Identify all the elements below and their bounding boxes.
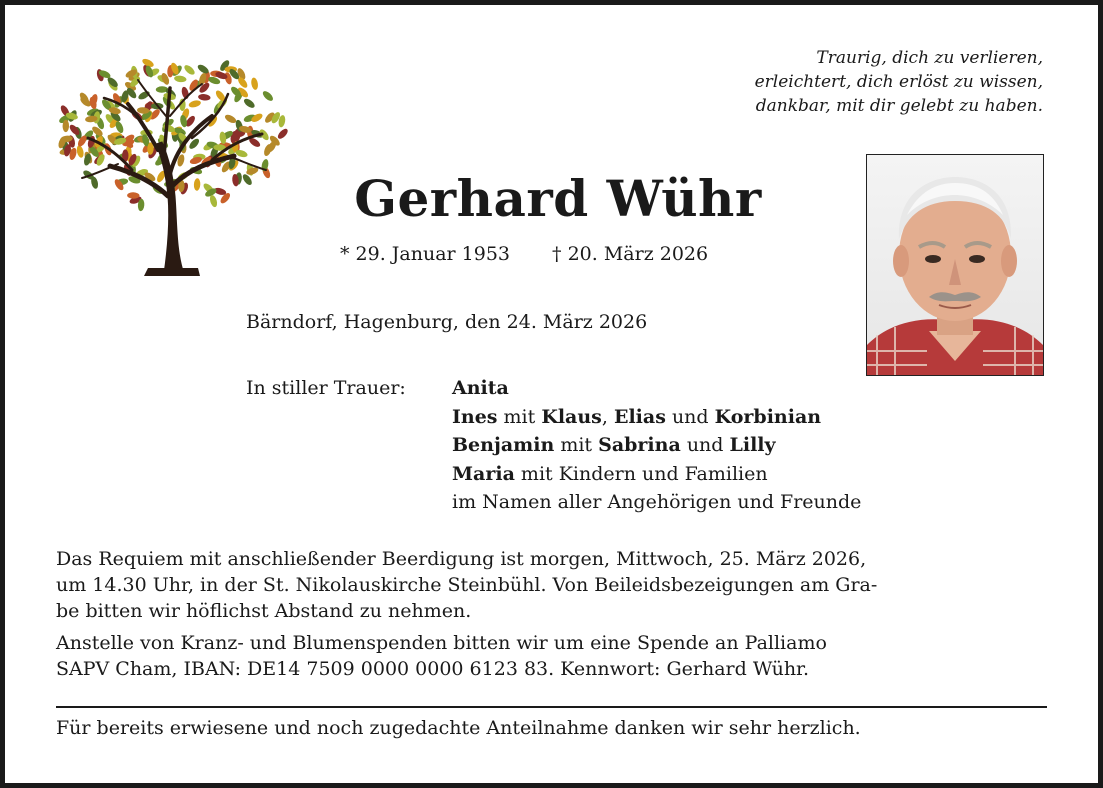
requiem-paragraph bbox=[56, 546, 1047, 624]
requiem-line: Das Requiem mit anschließender Beerdigung ist morgen, Mittwoch, 25. März 2026, bbox=[56, 548, 867, 570]
mourners-label: In stiller Trauer: bbox=[246, 377, 406, 399]
portrait-photo bbox=[866, 154, 1044, 376]
mourner-text: , bbox=[601, 405, 614, 428]
divider-line bbox=[56, 706, 1047, 708]
mourner-line bbox=[452, 460, 861, 489]
mourner-name: Klaus bbox=[541, 405, 602, 428]
death-date: † 20. März 2026 bbox=[552, 243, 709, 265]
mourner-text: mit bbox=[554, 434, 599, 456]
mourner-text: mit Kindern und Familien bbox=[514, 462, 768, 485]
donation-line: SAPV Cham, IBAN: DE14 7509 0000 0000 6123 83. Kennwort: Gerhard Wühr. bbox=[56, 658, 810, 680]
mourner-line bbox=[452, 431, 861, 460]
mourner-name: Lilly bbox=[729, 434, 776, 456]
notice-text bbox=[56, 546, 1047, 688]
mourner-text: im Namen aller Angehörigen und Freunde bbox=[452, 491, 862, 513]
mourner-line bbox=[452, 403, 861, 432]
mourner-name: Anita bbox=[452, 377, 509, 399]
life-dates bbox=[340, 240, 708, 268]
quote-line: erleichtert, dich erlöst zu wissen, bbox=[754, 72, 1043, 92]
mourner-name: Korbinian bbox=[714, 405, 822, 428]
mourner-text: und bbox=[665, 405, 715, 428]
mourner-name: Elias bbox=[613, 405, 666, 428]
quote-line: Traurig, dich zu verlieren, bbox=[816, 48, 1043, 68]
mourner-text: und bbox=[680, 434, 730, 456]
memorial-quote bbox=[560, 46, 1043, 118]
mourner-name: Benjamin bbox=[452, 434, 555, 456]
quote-line: dankbar, mit dir gelebt zu haben. bbox=[755, 96, 1043, 116]
mourner-name: Ines bbox=[452, 405, 498, 428]
birth-date: * 29. Januar 1953 bbox=[340, 243, 511, 265]
mourner-name: Sabrina bbox=[598, 434, 681, 456]
place-and-date: Bärndorf, Hagenburg, den 24. März 2026 bbox=[246, 311, 648, 333]
deceased-name: Gerhard Wühr bbox=[354, 169, 762, 228]
tree-icon bbox=[52, 46, 292, 278]
donation-line: Anstelle von Kranz- und Blumenspenden bitten wir um eine Spende an Palliamo bbox=[56, 632, 827, 654]
thanks-text: Für bereits erwiesene und noch zugedachte Anteilnahme danken wir sehr herzlich. bbox=[56, 717, 861, 739]
mourners-list bbox=[452, 374, 861, 517]
mourner-line bbox=[452, 374, 861, 403]
mourner-name: Maria bbox=[452, 462, 515, 485]
requiem-line: um 14.30 Uhr, in der St. Nikolauskirche Steinbühl. Von Beileidsbezeigungen am Gra- bbox=[56, 574, 878, 596]
mourner-text: mit bbox=[497, 405, 542, 428]
mourner-line bbox=[452, 488, 861, 517]
requiem-line: be bitten wir höflichst Abstand zu nehmen. bbox=[56, 600, 472, 622]
donation-paragraph bbox=[56, 630, 1047, 682]
